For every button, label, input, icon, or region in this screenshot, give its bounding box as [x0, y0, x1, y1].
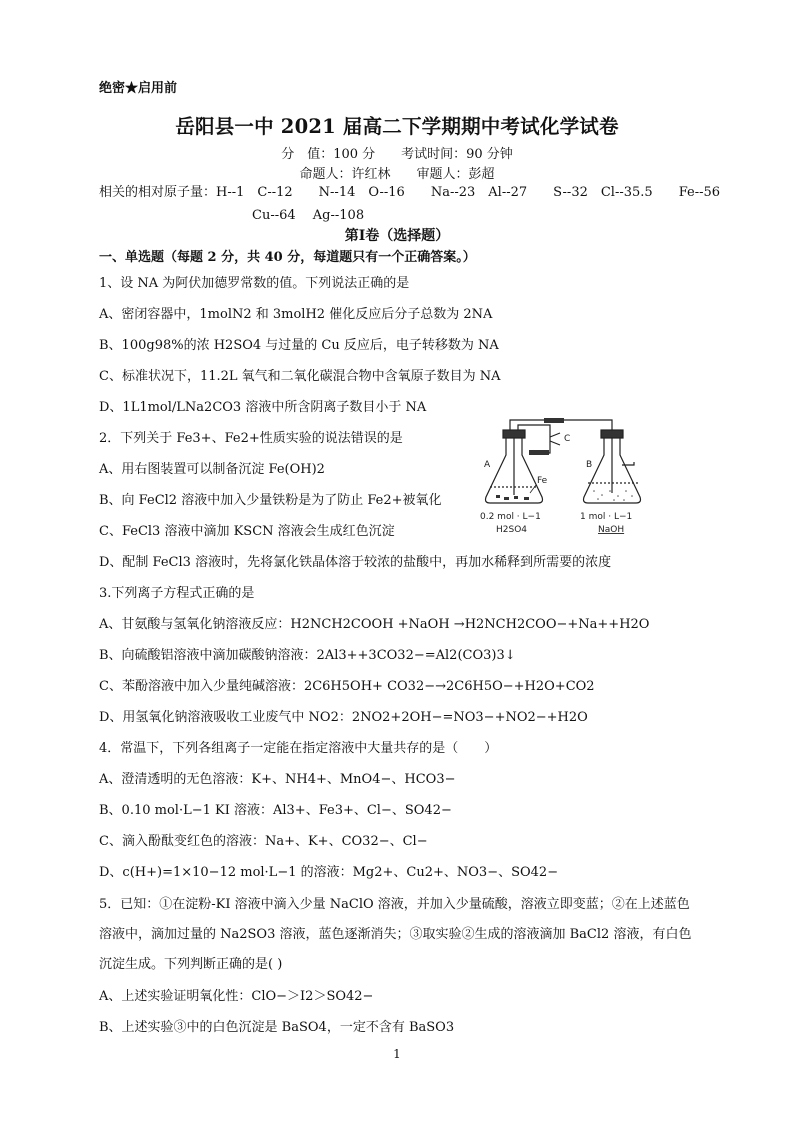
clip-c	[550, 433, 560, 445]
label-b: B	[586, 460, 593, 470]
question-5-stem: 5．已知：①在淀粉-KI 溶液中滴入少量 NaClO 溶液，并加入少量硫酸，溶液立即变蓝；②在上述蓝色溶液中，滴加过量的 Na2SO3 溶液，蓝色逐渐消失；③取实验②生成的溶液滴加 BaCl2 溶液，有白色沉淀生成。下列判断正确的是( )	[99, 897, 692, 972]
right-solution: NaOH	[598, 525, 625, 535]
question-4-stem: 4．常温下，下列各组离子一定能在指定溶液中大量共存的是（ ）	[99, 741, 498, 756]
score-time-line: 分 值：100 分 考试时间：90 分钟	[281, 147, 513, 162]
question-2-stem: 2．下列关于 Fe3+、Fe2+性质实验的说法错误的是	[99, 431, 403, 446]
question-1-option-c: C、标准状况下，11.2L 氧气和二氧化碳混合物中含氧原子数目为 NA	[99, 369, 501, 384]
question-4-option-c: C、滴入酚酞变红色的溶液：Na+、K+、CO32−、Cl−	[99, 834, 428, 849]
question-4-option-d: D、c(H+)=1×10−12 mol·L−1 的溶液：Mg2+、Cu2+、NO3−、SO42−	[99, 865, 559, 880]
question-2-option-a: A、用右图装置可以制备沉淀 Fe(OH)2	[99, 462, 325, 477]
fe-oh2-apparatus-diagram	[474, 415, 674, 547]
question-5-option-b: B、上述实验③中的白色沉淀是 BaSO4，一定不含有 BaSO3	[99, 1020, 455, 1035]
authors-line: 命题人：许红林 审题人：彭超	[299, 167, 495, 182]
question-3-option-b: B、向硫酸铝溶液中滴加碳酸钠溶液：2Al3++3CO32−=Al2(CO3)3↓	[99, 648, 516, 663]
left-concentration: 0.2 mol · L−1	[480, 512, 541, 522]
question-5-option-a: A、上述实验证明氧化性：ClO−＞I2＞SO42−	[99, 989, 374, 1004]
volume-title: 第Ⅰ卷（选择题）	[344, 228, 450, 244]
question-1-option-a: A、密闭容器中，1molN2 和 3molH2 催化反应后分子总数为 2NA	[99, 307, 493, 322]
label-fe: Fe	[537, 476, 548, 486]
question-3-option-d: D、用氢氧化钠溶液吸收工业废气中 NO2：2NO2+2OH−=NO3−+NO2−+H2O	[99, 710, 588, 725]
exam-title: 岳阳县一中 2021 届高二下学期期中考试化学试卷	[175, 115, 619, 138]
question-2-option-b: B、向 FeCl2 溶液中加入少量铁粉是为了防止 Fe2+被氧化	[99, 493, 442, 508]
question-3-option-a: A、甘氨酸与氢氧化钠溶液反应：H2NCH2COOH +NaOH →H2NCH2COO−+Na++H2O	[99, 617, 650, 632]
page-number: 1	[393, 1047, 401, 1061]
right-concentration: 1 mol · L−1	[580, 512, 633, 522]
secret-label: 绝密★启用前	[99, 81, 178, 96]
stopper-b	[601, 430, 623, 438]
label-c: C	[564, 434, 571, 444]
question-1-stem: 1、设 NA 为阿伏加德罗常数的值。下列说法正确的是	[99, 276, 410, 291]
atomic-masses-line-1: 相关的相对原子量：H--1 C--12 N--14 O--16 Na--23 Al--27 S--32 Cl--35.5 Fe--56	[99, 185, 721, 200]
atomic-masses-line-2: Cu--64 Ag--108	[252, 208, 365, 223]
question-4-option-b: B、0.10 mol·L−1 KI 溶液：Al3+、Fe3+、Cl−、SO42−	[99, 803, 452, 818]
question-2-option-d: D、配制 FeCl3 溶液时，先将氯化铁晶体溶于较浓的盐酸中，再加水稀释到所需要的浓度	[99, 555, 612, 570]
label-a: A	[484, 460, 491, 470]
question-1-option-b: B、100g98%的浓 H2SO4 与过量的 Cu 反应后，电子转移数为 NA	[99, 338, 499, 353]
section-title: 一、单选题（每题 2 分，共 40 分，每道题只有一个正确答案。）	[99, 250, 476, 265]
stopper-a	[503, 430, 525, 438]
question-1-option-d: D、1L1mol/LNa2CO3 溶液中所含阴离子数目小于 NA	[99, 400, 427, 415]
question-4-option-a: A、澄清透明的无色溶液：K+、NH4+、MnO4−、HCO3−	[99, 772, 456, 787]
question-3-option-c: C、苯酚溶液中加入少量纯碱溶液：2C6H5OH+ CO32−→2C6H5O−+H2O+CO2	[99, 679, 595, 694]
left-solution: H2SO4	[496, 525, 528, 535]
iron-pieces	[496, 495, 529, 500]
question-3-stem: 3.下列离子方程式正确的是	[99, 586, 255, 601]
question-2-option-c: C、FeCl3 溶液中滴加 KSCN 溶液会生成红色沉淀	[99, 524, 395, 539]
